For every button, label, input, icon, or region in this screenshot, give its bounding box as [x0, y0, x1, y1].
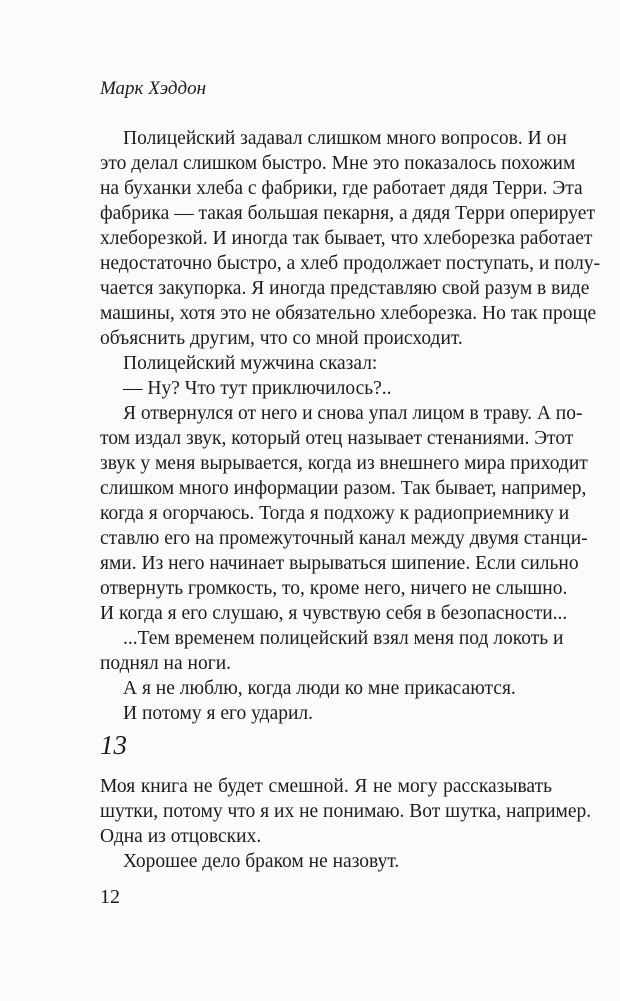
- text-line: машины, хотя это не обязательно хлеборезка. Но так проще: [100, 303, 597, 324]
- text-line: отвернуть громкость, то, кроме него, ничего не слышно.: [100, 578, 568, 599]
- text-line: фабрика — такая большая пекарня, а дядя Терри оперирует: [100, 203, 595, 224]
- text-line: поднял на ноги.: [100, 653, 232, 674]
- text-line: Моя книга не будет смешной. Я не могу рассказывать: [100, 776, 552, 797]
- text-line: когда я огорчаюсь. Тогда я подхожу к радиоприемнику и: [100, 503, 570, 524]
- text-line: недостаточно быстро, а хлеб продолжает поступать, и полу-: [100, 253, 601, 274]
- running-head: Марк Хэддон: [100, 78, 207, 99]
- text-line: И когда я его слушаю, я чувствую себя в безопасности...: [100, 603, 568, 624]
- text-line: Одна из отцовских.: [100, 826, 262, 847]
- text-line: шутки, потому что я их не понимаю. Вот шутка, например.: [100, 801, 592, 822]
- text-line: ставлю его на промежуточный канал между двумя станци-: [100, 528, 588, 549]
- text-line: звук у меня вырывается, когда из внешнего мира приходит: [100, 453, 588, 474]
- text-line: Я отвернулся от него и снова упал лицом в траву. А по-: [123, 403, 583, 424]
- chapter-number: 13: [100, 730, 127, 760]
- text-line: А я не люблю, когда люди ко мне прикасаются.: [123, 678, 516, 699]
- text-line: это делал слишком быстро. Мне это показалось похожим: [100, 153, 576, 174]
- text-line: Полицейский мужчина сказал:: [123, 353, 378, 374]
- text-line: Полицейский задавал слишком много вопросов. И он: [123, 128, 567, 149]
- page-number: 12: [100, 886, 120, 908]
- text-line: И потому я его ударил.: [123, 703, 314, 724]
- text-line: объяснить другим, что со мной происходит.: [100, 328, 463, 349]
- text-line: чается закупорка. Я иногда представляю свой разум в виде: [100, 278, 590, 299]
- text-line: на буханки хлеба с фабрики, где работает дядя Терри. Эта: [100, 178, 583, 199]
- text-line: ями. Из него начинает вырываться шипение. Если сильно: [100, 553, 579, 574]
- text-line: — Ну? Что тут приключилось?..: [123, 378, 392, 399]
- text-line: Хорошее дело браком не назовут.: [123, 851, 400, 872]
- text-line: том издал звук, который отец называет стенаниями. Этот: [100, 428, 574, 449]
- text-line: ...Тем временем полицейский взял меня под локоть и: [123, 628, 564, 649]
- text-line: хлеборезкой. И иногда так бывает, что хлеборезка работает: [100, 228, 593, 249]
- text-line: слишком много информации разом. Так бывает, например,: [100, 478, 587, 499]
